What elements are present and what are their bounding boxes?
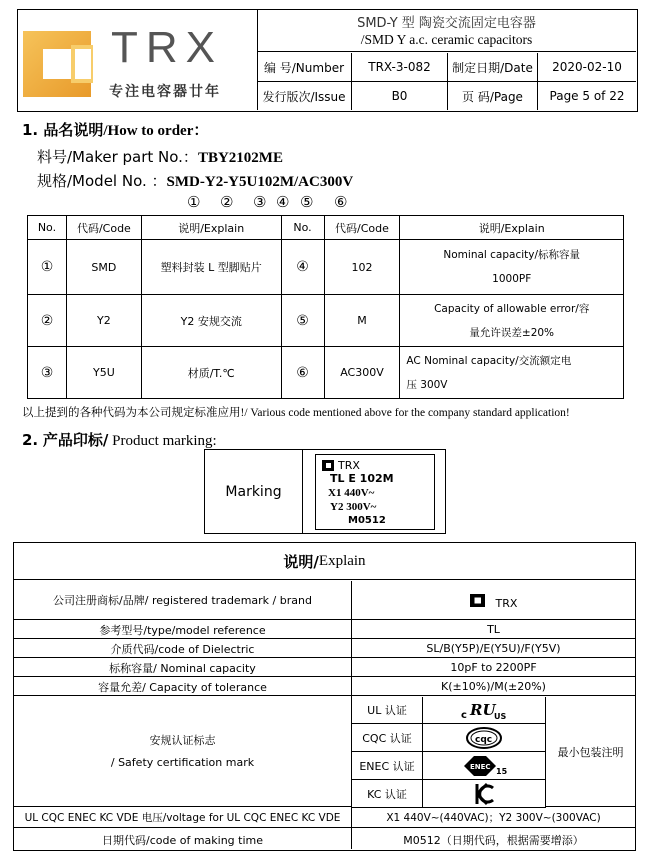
- info-row-1: [257, 53, 636, 82]
- safety-label-en: / Safety certification mark: [110, 755, 255, 769]
- trx-mini-logo-icon: [322, 460, 335, 471]
- th-no-1: No.: [37, 221, 57, 234]
- table-row: [28, 295, 624, 347]
- marker-5: ⑤: [300, 193, 314, 211]
- marking-line-date: M0512: [348, 515, 386, 526]
- marking-line-model: TL E 102M: [330, 472, 394, 485]
- explain-title: [14, 543, 635, 580]
- trademark-text: TRX: [495, 596, 518, 610]
- row1-no1: ①: [40, 259, 54, 275]
- page-label: 页 码/Page: [448, 82, 538, 110]
- safety-label-cn: 安规认证标志: [149, 733, 216, 747]
- safety-label: [14, 697, 351, 807]
- kc-mark-icon: [423, 781, 545, 807]
- svg-text:15: 15: [496, 767, 508, 776]
- row3-code2: AC300V: [340, 366, 384, 379]
- row3-code1: Y5U: [93, 366, 115, 379]
- info-row-2: [257, 82, 636, 110]
- explain-label-tolerance: 容量允差/ Capacity of tolerance: [14, 678, 351, 696]
- maker-value: TBY2102ME: [197, 150, 283, 166]
- section2-title-en: Product marking:: [108, 433, 217, 449]
- maker-line: [37, 146, 283, 167]
- table-row: [28, 240, 624, 295]
- explain-title-en: Explain: [318, 552, 366, 569]
- cert-name-kc: KC 认证: [367, 788, 407, 801]
- table-row: [28, 347, 624, 399]
- section2-heading: [22, 429, 217, 450]
- marking-box: [204, 449, 446, 534]
- explain-value-model: TL: [352, 621, 635, 639]
- section1-heading: [22, 119, 208, 140]
- row3-no1: ③: [40, 364, 54, 381]
- code-note: 以上提到的各种代码为本公司规定标准应用!/ Various code mentioned above for the company standard application!: [22, 407, 570, 419]
- row2-code2: M: [357, 314, 367, 327]
- explain-value-trademark: [352, 581, 635, 620]
- svg-text:ENEC: ENEC: [470, 763, 491, 771]
- row1-exp1: 塑料封装 L 型脚贴片: [160, 261, 262, 274]
- date-label: 制定日期/Date: [448, 53, 538, 81]
- title-en: /SMD Y a.c. ceramic capacitors: [360, 32, 533, 47]
- ul-mark-icon: [423, 697, 545, 724]
- svg-text:c: c: [461, 710, 467, 721]
- row1-code1: SMD: [91, 260, 117, 274]
- issue-label: 发行版次/Issue: [257, 82, 352, 110]
- date-value: 2020-02-10: [552, 60, 622, 74]
- enec-mark-icon: [423, 753, 545, 780]
- explain-table: [13, 542, 636, 851]
- marking-line-trx: TRX: [338, 459, 360, 472]
- number-value: TRX-3-082: [352, 53, 448, 81]
- cert-name-cqc: CQC 认证: [352, 725, 422, 752]
- explain-value-capacity: 10pF to 2200PF: [352, 659, 635, 677]
- row3-no2: ⑥: [296, 364, 309, 381]
- model-value: SMD-Y2-Y5U102M/AC300V: [166, 174, 354, 190]
- section1-number: 1.: [22, 121, 39, 139]
- document-title: [257, 9, 636, 52]
- issue-value: B0: [352, 82, 448, 110]
- marking-label: Marking: [205, 450, 303, 533]
- logo-box: [17, 9, 258, 110]
- voltage-label: UL CQC ENEC KC VDE 电压/voltage for UL CQC ENEC KC VDE: [14, 808, 351, 828]
- marker-3: ③: [253, 193, 267, 211]
- section2-number: 2.: [22, 431, 39, 449]
- row1-exp2a: Nominal capacity/标称容量: [443, 249, 581, 261]
- model-label: 规格/Model No. ：: [37, 172, 167, 190]
- code-table: [27, 215, 624, 399]
- maker-label: 料号/Maker part No.：: [37, 148, 198, 166]
- marker-2: ②: [220, 193, 234, 211]
- marker-6: ⑥: [334, 193, 348, 211]
- row1-code2: 102: [351, 260, 373, 274]
- th-explain-1: 说明/Explain: [178, 221, 245, 235]
- row3-exp2b: 压 300V: [406, 378, 448, 391]
- svg-text:cqc: cqc: [475, 735, 493, 745]
- explain-value-dielectric: SL/B(Y5P)/E(Y5U)/F(Y5V): [352, 640, 635, 658]
- explain-label-capacity: 标称容量/ Nominal capacity: [14, 659, 351, 677]
- row2-code1: Y2: [97, 314, 111, 327]
- cert-name-enec: ENEC 认证: [352, 753, 422, 780]
- title-cn: SMD-Y 型 陶瓷交流固定电容器: [357, 16, 536, 31]
- th-explain-2: 说明/Explain: [478, 221, 545, 235]
- voltage-value: X1 440V~(440VAC)；Y2 300V~(300VAC): [352, 808, 635, 828]
- cert-name-ul: UL 认证: [352, 697, 422, 724]
- marker-4: ④: [276, 193, 290, 211]
- model-line: [37, 170, 353, 191]
- marker-1: ①: [187, 193, 201, 211]
- cert-grid: [352, 697, 546, 808]
- marking-line-x1: X1 440V~: [328, 487, 375, 499]
- row2-exp1: Y2 安规交流: [180, 314, 242, 328]
- trx-brand-logo-icon: [470, 594, 486, 607]
- cqc-mark-icon: [423, 725, 545, 752]
- date-code-value: M0512（日期代码，根据需要增添）: [403, 833, 584, 847]
- row2-exp2b: 量允许误差±20%: [469, 326, 555, 339]
- explain-label-dielectric: 介质代码/code of Dielectric: [14, 640, 351, 658]
- code-table-header: [28, 216, 624, 240]
- row1-no2: ④: [296, 259, 309, 275]
- svg-text:RU: RU: [470, 701, 496, 719]
- th-code-1: 代码/Code: [76, 221, 131, 235]
- logo-text: TRX: [111, 23, 223, 72]
- min-pack-note: 最小包装注明: [546, 697, 635, 807]
- th-code-2: 代码/Code: [335, 221, 389, 235]
- number-label: 编 号/Number: [257, 53, 352, 81]
- section2-title-cn: 产品印标/: [42, 431, 109, 449]
- explain-value-tolerance: K(±10%)/M(±20%): [352, 678, 635, 696]
- logo-slogan: 专注电容器廿年: [109, 84, 221, 100]
- page-value: Page 5 of 22: [549, 89, 625, 103]
- row1-exp2b: 1000PF: [492, 273, 532, 285]
- section1-title: 品名说明/How to order：: [43, 123, 209, 139]
- row2-no1: ②: [40, 312, 54, 329]
- date-code-label: 日期代码/code of making time: [101, 833, 263, 847]
- th-no-2: No.: [293, 221, 312, 234]
- marking-line-y2: Y2 300V~: [330, 501, 377, 513]
- explain-title-cn: 说明/: [283, 552, 319, 571]
- explain-label-model: 参考型号/type/model reference: [14, 621, 351, 639]
- marking-sample: [315, 454, 435, 530]
- row2-no2: ⑤: [296, 312, 309, 329]
- svg-text:US: US: [494, 712, 507, 721]
- row3-exp2a: AC Nominal capacity/交流额定电: [406, 354, 572, 367]
- row2-exp2a: Capacity of allowable error/容: [434, 302, 590, 315]
- row3-exp1: 材质/T.℃: [187, 366, 235, 380]
- explain-label-trademark: 公司注册商标/品牌/ registered trademark / brand: [14, 581, 351, 620]
